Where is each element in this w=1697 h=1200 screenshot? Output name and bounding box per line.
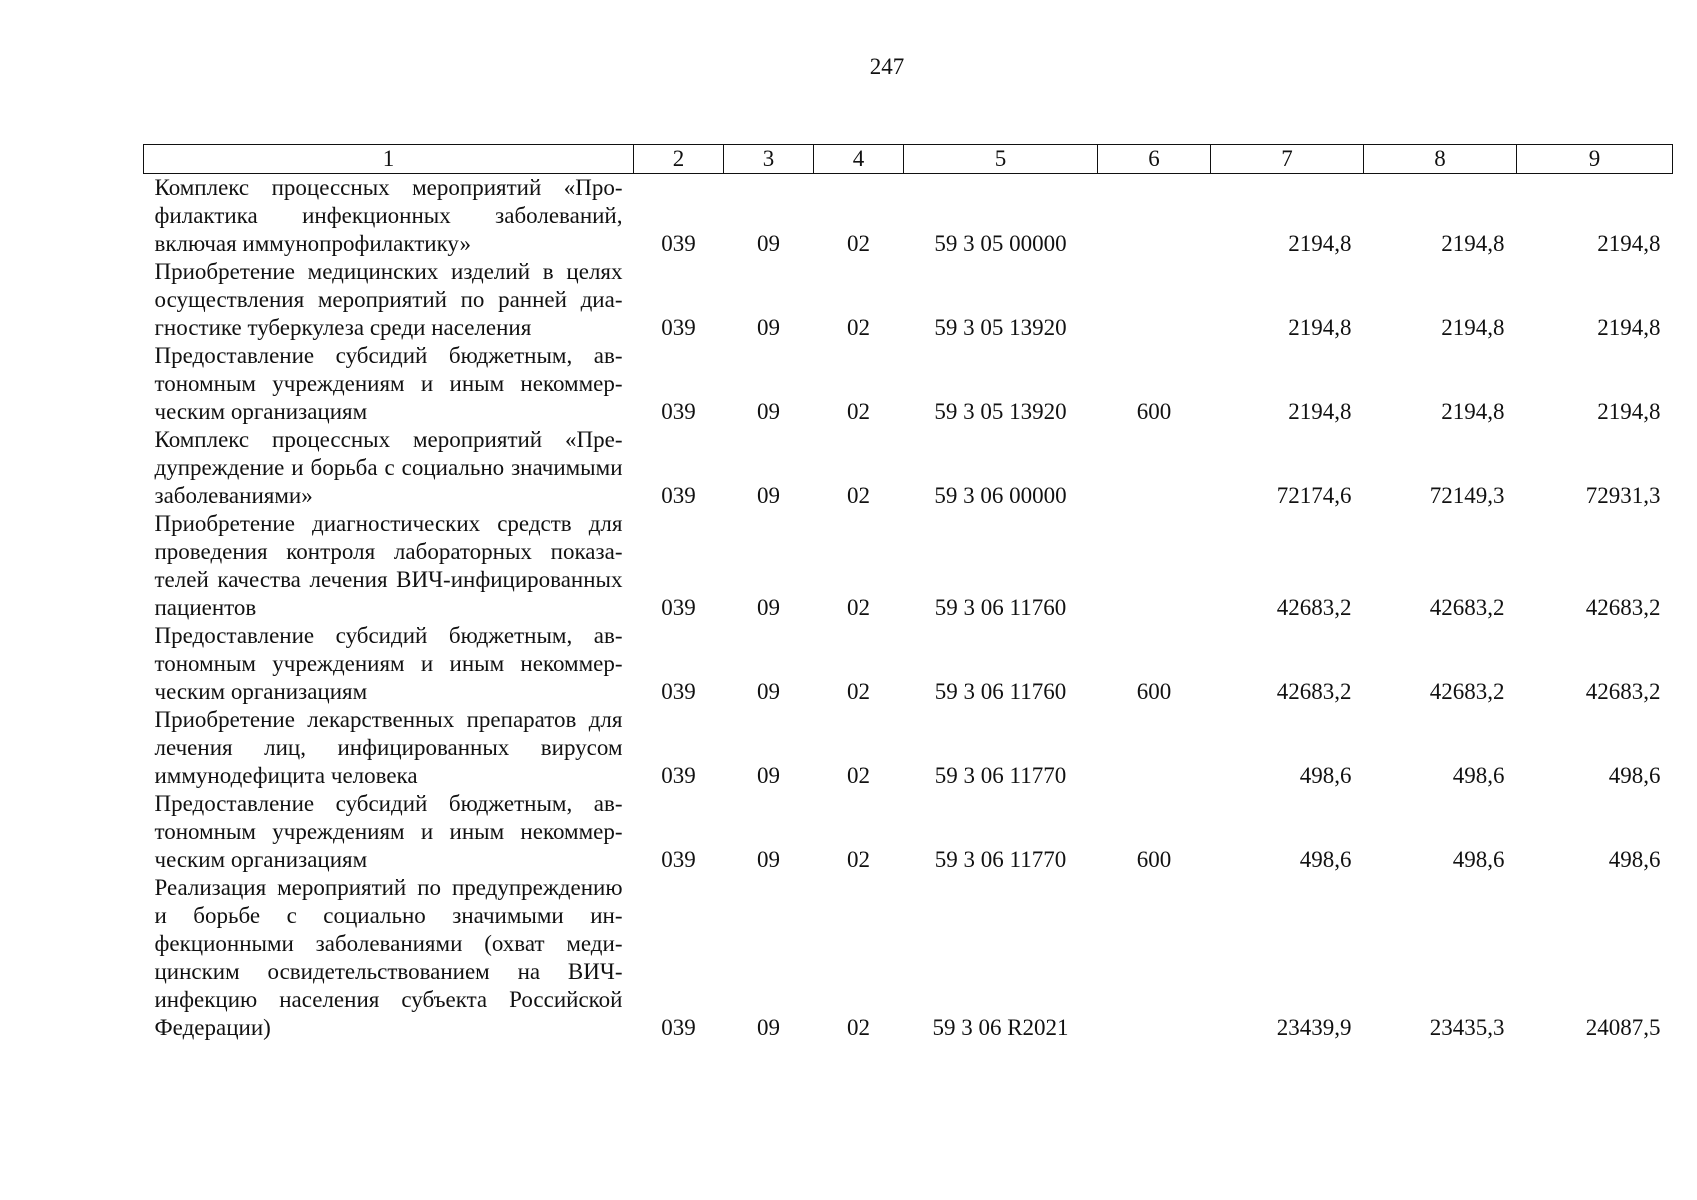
row-expense-type (1098, 706, 1211, 790)
table-body (144, 174, 1673, 1043)
row-amount-7: 72174,6 (1276, 483, 1352, 508)
row-expense-type: 600 (1136, 679, 1172, 704)
header-col-1: 1 (144, 145, 634, 174)
table-row (144, 510, 1673, 622)
table-header (144, 145, 1673, 174)
row-subsection-code: 02 (847, 847, 870, 872)
header-col-7: 7 (1211, 145, 1364, 174)
row-amount-8: 2194,8 (1441, 231, 1505, 256)
row-amount-7: 498,6 (1299, 763, 1352, 788)
table-row (144, 790, 1673, 874)
row-amount-8: 42683,2 (1429, 595, 1505, 620)
row-ministry-code: 039 (661, 763, 696, 788)
row-section-code: 09 (757, 231, 780, 256)
header-col-6: 6 (1098, 145, 1211, 174)
row-amount-9: 2194,8 (1597, 315, 1661, 340)
row-target-code: 59 3 06 11760 (934, 679, 1067, 704)
header-row (144, 145, 1673, 174)
row-subsection-code: 02 (847, 595, 870, 620)
row-name: Приобретение диагностических средств для проведения контроля лабораторных показателей качества лечения ВИЧ-инфицированных пациентов (154, 511, 623, 620)
row-target-code: 59 3 06 00000 (934, 483, 1067, 508)
row-section-code: 09 (757, 399, 780, 424)
row-amount-7: 2194,8 (1288, 231, 1352, 256)
row-amount-8: 72149,3 (1429, 483, 1505, 508)
row-expense-type (1098, 874, 1211, 1042)
row-ministry-code: 039 (661, 847, 696, 872)
row-ministry-code: 039 (661, 483, 696, 508)
row-subsection-code: 02 (847, 679, 870, 704)
row-amount-8: 23435,3 (1429, 1015, 1505, 1040)
row-ministry-code: 039 (661, 679, 696, 704)
header-col-8: 8 (1364, 145, 1517, 174)
row-ministry-code: 039 (661, 1015, 696, 1040)
row-amount-7: 42683,2 (1276, 679, 1352, 704)
row-section-code: 09 (757, 763, 780, 788)
row-expense-type: 600 (1136, 847, 1172, 872)
row-subsection-code: 02 (847, 315, 870, 340)
row-section-code: 09 (757, 483, 780, 508)
table-row (144, 258, 1673, 342)
header-col-3: 3 (724, 145, 814, 174)
row-name: Предоставление субсидий бюджетным, автономным учреждениям и иным некоммерческим организациям (154, 343, 623, 424)
header-col-5: 5 (904, 145, 1098, 174)
row-amount-9: 2194,8 (1597, 399, 1661, 424)
header-col-2: 2 (634, 145, 724, 174)
row-amount-8: 2194,8 (1441, 315, 1505, 340)
row-target-code: 59 3 05 00000 (934, 231, 1067, 256)
row-expense-type (1098, 510, 1211, 622)
row-section-code: 09 (757, 595, 780, 620)
row-amount-8: 498,6 (1452, 763, 1505, 788)
row-target-code: 59 3 06 11770 (934, 847, 1067, 872)
row-target-code: 59 3 06 11770 (934, 763, 1067, 788)
row-name: Предоставление субсидий бюджетным, автономным учреждениям и иным некоммерческим организациям (154, 791, 623, 872)
table-row (144, 174, 1673, 259)
row-name: Комплекс процессных мероприятий «Предупреждение и борьба с социально значимыми заболеваниями» (154, 427, 623, 508)
row-subsection-code: 02 (847, 763, 870, 788)
row-ministry-code: 039 (661, 315, 696, 340)
row-amount-8: 42683,2 (1429, 679, 1505, 704)
row-target-code: 59 3 05 13920 (934, 315, 1067, 340)
row-amount-9: 42683,2 (1585, 595, 1661, 620)
row-subsection-code: 02 (847, 399, 870, 424)
row-amount-9: 498,6 (1608, 763, 1661, 788)
row-name: Приобретение лекарственных препаратов для лечения лиц, инфицированных вирусом иммунодефицита человека (154, 707, 623, 788)
budget-table (143, 144, 1673, 1042)
row-ministry-code: 039 (661, 399, 696, 424)
row-section-code: 09 (757, 847, 780, 872)
row-name: Предоставление субсидий бюджетным, автономным учреждениям и иным некоммерческим организациям (154, 623, 623, 704)
row-amount-9: 498,6 (1608, 847, 1661, 872)
row-amount-8: 2194,8 (1441, 399, 1505, 424)
row-amount-9: 42683,2 (1585, 679, 1661, 704)
table-row (144, 874, 1673, 1042)
row-expense-type (1098, 426, 1211, 510)
row-amount-7: 498,6 (1299, 847, 1352, 872)
row-expense-type (1098, 258, 1211, 342)
row-amount-8: 498,6 (1452, 847, 1505, 872)
row-section-code: 09 (757, 679, 780, 704)
header-col-9: 9 (1517, 145, 1673, 174)
row-amount-9: 72931,3 (1585, 483, 1661, 508)
row-target-code: 59 3 05 13920 (934, 399, 1067, 424)
table-row (144, 706, 1673, 790)
row-section-code: 09 (757, 315, 780, 340)
row-amount-7: 23439,9 (1276, 1015, 1352, 1040)
row-name: Комплекс процессных мероприятий «Профилактика инфекционных заболеваний, включая иммунопрофилактику» (154, 175, 623, 256)
row-expense-type: 600 (1136, 399, 1172, 424)
row-target-code: 59 3 06 R2021 (932, 1015, 1069, 1040)
row-name: Реализация мероприятий по предупреждению и борьбе с социально значимыми инфекционными заболеваниями (охват медицинским освидетельствованием на ВИЧ-инфекцию населения субъекта Российской Федерации) (154, 875, 623, 1040)
row-section-code: 09 (757, 1015, 780, 1040)
row-name: Приобретение медицинских изделий в целях осуществления мероприятий по ранней диагностике туберкулеза среди населения (154, 259, 623, 340)
row-target-code: 59 3 06 11760 (934, 595, 1067, 620)
table-row (144, 622, 1673, 706)
row-amount-9: 24087,5 (1585, 1015, 1661, 1040)
page-number: 247 (869, 54, 905, 79)
row-amount-9: 2194,8 (1597, 231, 1661, 256)
table-row (144, 342, 1673, 426)
row-subsection-code: 02 (847, 1015, 870, 1040)
row-amount-7: 2194,8 (1288, 315, 1352, 340)
table-row (144, 426, 1673, 510)
row-amount-7: 2194,8 (1288, 399, 1352, 424)
row-expense-type (1098, 174, 1211, 259)
row-ministry-code: 039 (661, 595, 696, 620)
header-col-4: 4 (814, 145, 904, 174)
row-ministry-code: 039 (661, 231, 696, 256)
row-subsection-code: 02 (847, 231, 870, 256)
row-subsection-code: 02 (847, 483, 870, 508)
row-amount-7: 42683,2 (1276, 595, 1352, 620)
